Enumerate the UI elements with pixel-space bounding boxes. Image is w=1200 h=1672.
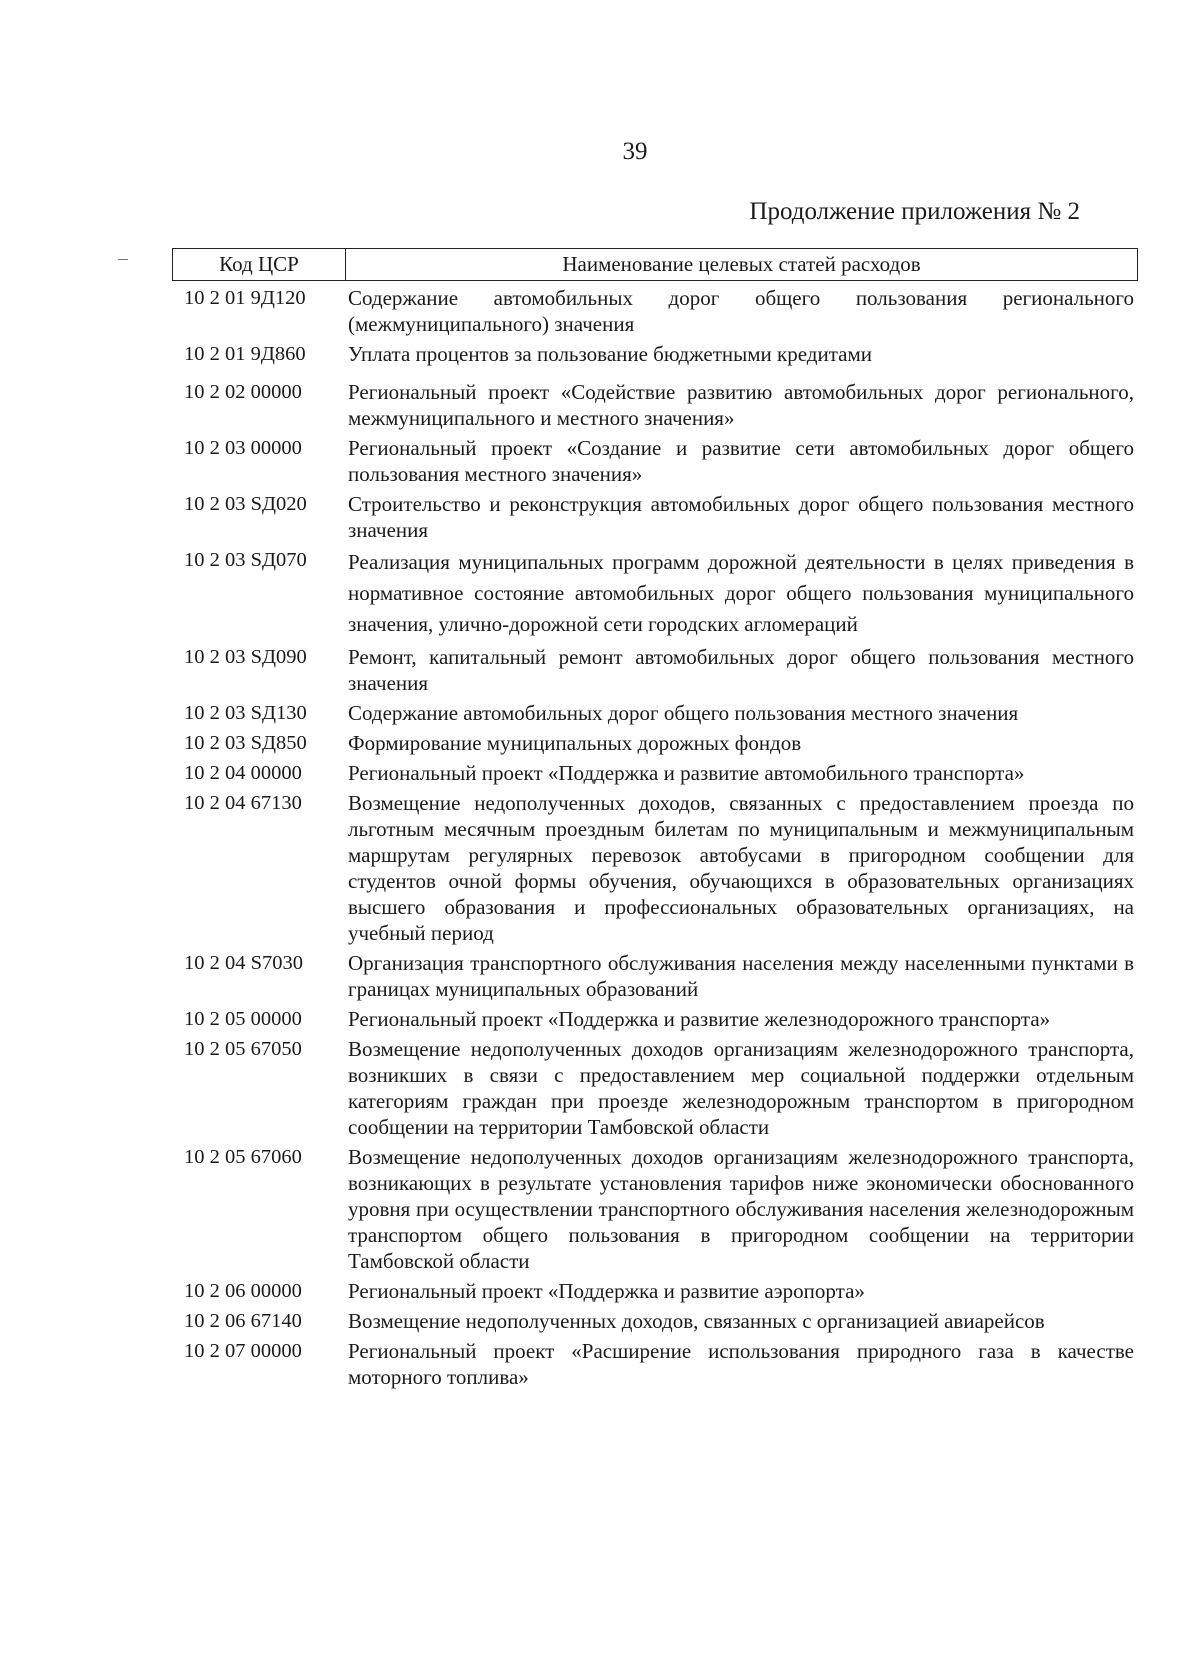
table-row (172, 730, 1138, 756)
table-row (172, 950, 1138, 1002)
row-name: Организация транспортного обслуживания населения между населенными пунктами в границах муниципальных образований (348, 951, 1134, 1001)
table-row (172, 285, 1138, 337)
table-row (172, 491, 1138, 543)
row-name: Возмещение недополученных доходов организациям железнодорожного транспорта, возникших в связи с предоставлением мер социальной поддержки отдельным категориям граждан при проезде железнодорожным транспортом в пригородном сообщении на территории Тамбовской области (348, 1037, 1134, 1139)
table-header (172, 248, 1138, 281)
row-code: 10 2 06 67140 (184, 1310, 302, 1332)
row-name: Региональный проект «Содействие развитию автомобильных дорог регионального, межмуниципального и местного значения» (348, 380, 1134, 430)
row-code: 10 2 03 SД850 (184, 732, 307, 754)
table-row (172, 1338, 1138, 1390)
table-row (172, 1006, 1138, 1032)
header-code: Код ЦСР (173, 249, 346, 280)
table-row (172, 341, 1138, 367)
table-row (172, 790, 1138, 946)
row-name: Возмещение недополученных доходов организациям железнодорожного транспорта, возникающих в результате установления тарифов ниже экономически обоснованного уровня при осуществлении транспортного обслуживания населения железнодорожным транспортом общего пользования в пригородном сообщении на территории Тамбовской области (348, 1145, 1134, 1273)
row-name: Региональный проект «Расширение использования природного газа в качестве моторного топлива» (348, 1339, 1134, 1389)
row-code: 10 2 01 9Д120 (184, 287, 306, 309)
table-row (172, 1278, 1138, 1304)
budget-classification-table (172, 248, 1138, 1390)
row-name: Региональный проект «Поддержка и развитие автомобильного транспорта» (348, 761, 1025, 785)
table-row (172, 644, 1138, 696)
table-row (172, 1308, 1138, 1334)
table-row (172, 1144, 1138, 1274)
table-row (172, 547, 1138, 640)
row-code: 10 2 03 00000 (184, 437, 302, 459)
row-name: Строительство и реконструкция автомобильных дорог общего пользования местного значения (348, 492, 1134, 542)
row-code: 10 2 03 SД020 (184, 493, 307, 515)
row-code: 10 2 03 SД070 (184, 549, 307, 571)
row-code: 10 2 03 SД130 (184, 702, 307, 724)
row-code: 10 2 05 00000 (184, 1008, 302, 1030)
row-name: Содержание автомобильных дорог общего пользования местного значения (348, 701, 1019, 725)
row-name: Ремонт, капитальный ремонт автомобильных дорог общего пользования местного значения (348, 645, 1134, 695)
row-code: 10 2 04 S7030 (184, 952, 304, 974)
table-row (172, 760, 1138, 786)
row-name: Возмещение недополученных доходов, связанных с организацией авиарейсов (348, 1309, 1045, 1333)
row-name: Региональный проект «Поддержка и развитие железнодорожного транспорта» (348, 1007, 1051, 1031)
table-row (172, 700, 1138, 726)
row-code: 10 2 03 SД090 (184, 646, 307, 668)
row-name: Региональный проект «Поддержка и развитие аэропорта» (348, 1279, 865, 1303)
header-name: Наименование целевых статей расходов (562, 252, 921, 276)
row-code: 10 2 07 00000 (184, 1340, 302, 1362)
row-name: Формирование муниципальных дорожных фондов (348, 731, 802, 755)
page-number: 39 (622, 138, 648, 165)
appendix-continuation-heading: Продолжение приложения № 2 (749, 198, 1080, 225)
scan-artifact (118, 259, 128, 260)
row-code: 10 2 06 00000 (184, 1280, 302, 1302)
row-name: Возмещение недополученных доходов, связанных с предоставлением проезда по льготным месячным проездным билетам по муниципальным и межмуниципальным маршрутам регулярных перевозок автобусами в пригородном сообщении для студентов очной формы обучения, обучающихся в образовательных организациях высшего образования и профессиональных образовательных организациях, на учебный период (348, 791, 1134, 945)
row-code: 10 2 05 67050 (184, 1038, 302, 1060)
row-code: 10 2 02 00000 (184, 381, 302, 403)
table-row (172, 1036, 1138, 1140)
row-code: 10 2 01 9Д860 (184, 343, 306, 365)
row-code: 10 2 04 00000 (184, 762, 302, 784)
table-row (172, 379, 1138, 431)
row-name: Содержание автомобильных дорог общего пользования регионального (межмуниципального) значения (348, 286, 1134, 336)
row-code: 10 2 04 67130 (184, 792, 302, 814)
row-code: 10 2 05 67060 (184, 1146, 302, 1168)
table-row (172, 435, 1138, 487)
row-name: Уплата процентов за пользование бюджетными кредитами (348, 342, 872, 366)
row-name: Реализация муниципальных программ дорожной деятельности в целях приведения в нормативное состояние автомобильных дорог общего пользования муниципального значения, улично-дорожной сети городских агломераций (348, 550, 1134, 636)
row-name: Региональный проект «Создание и развитие сети автомобильных дорог общего пользования местного значения» (348, 436, 1134, 486)
